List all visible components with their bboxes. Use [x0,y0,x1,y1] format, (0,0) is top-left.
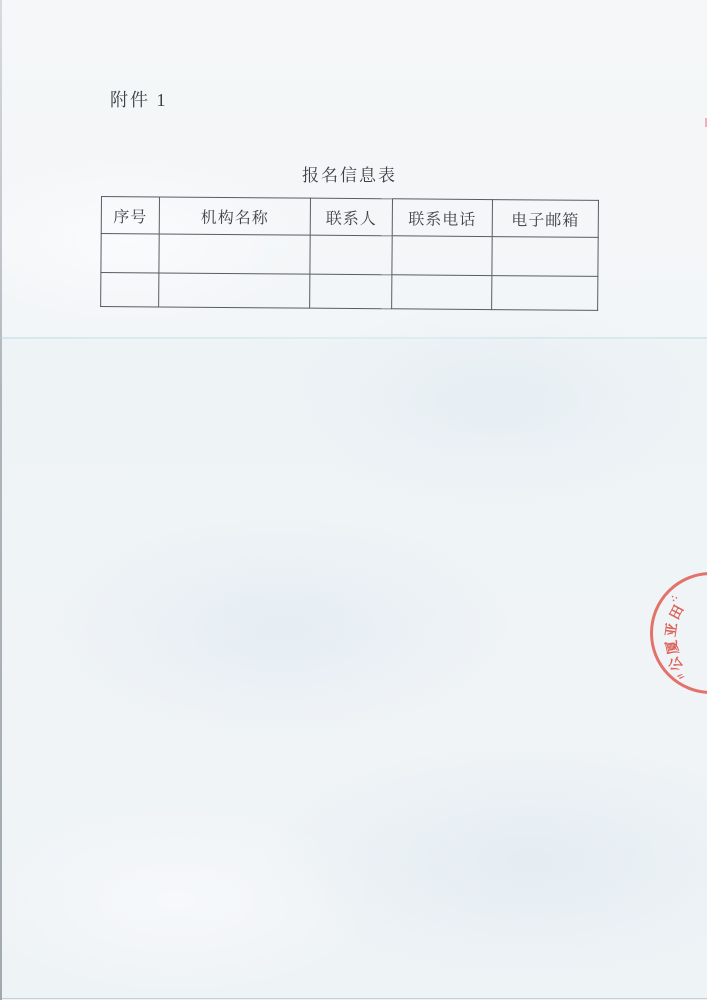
table-header-row [101,197,598,238]
empty-cell [392,236,492,276]
table-title: 报名信息表 [302,166,397,185]
seal-character: 公 [666,653,687,674]
header-cell-contact-person: 联系人 [310,198,392,236]
empty-cell [159,234,310,274]
header-cell-email: 电子邮箱 [492,200,598,238]
empty-cell [101,273,159,307]
header-cell-serial-number: 序号 [101,197,159,234]
empty-cell [101,234,159,273]
header-cell-contact-phone: 联系电话 [392,199,492,237]
seal-dots: ∴ [668,592,680,604]
empty-cell [392,275,492,310]
seal-character: 〃 [674,667,690,683]
empty-cell [310,235,392,275]
empty-cell [492,276,598,311]
seal-character: 田 [667,603,688,623]
empty-cell [492,237,598,277]
scan-bottom-edge-artifact [0,998,707,999]
table-row [101,273,598,311]
header-cell-organization-name: 机构名称 [159,197,310,235]
empty-cell [310,274,392,309]
empty-cell [159,273,310,308]
table-row [101,234,598,277]
registration-table-wrapper [100,196,598,311]
scan-left-edge-artifact [0,0,2,1000]
attachment-label: 附件 1 [110,90,168,110]
registration-table [100,196,599,311]
seal-character: 亚 [664,621,681,638]
scan-horizontal-line-artifact [0,337,707,339]
seal-character: 厦 [664,638,683,656]
